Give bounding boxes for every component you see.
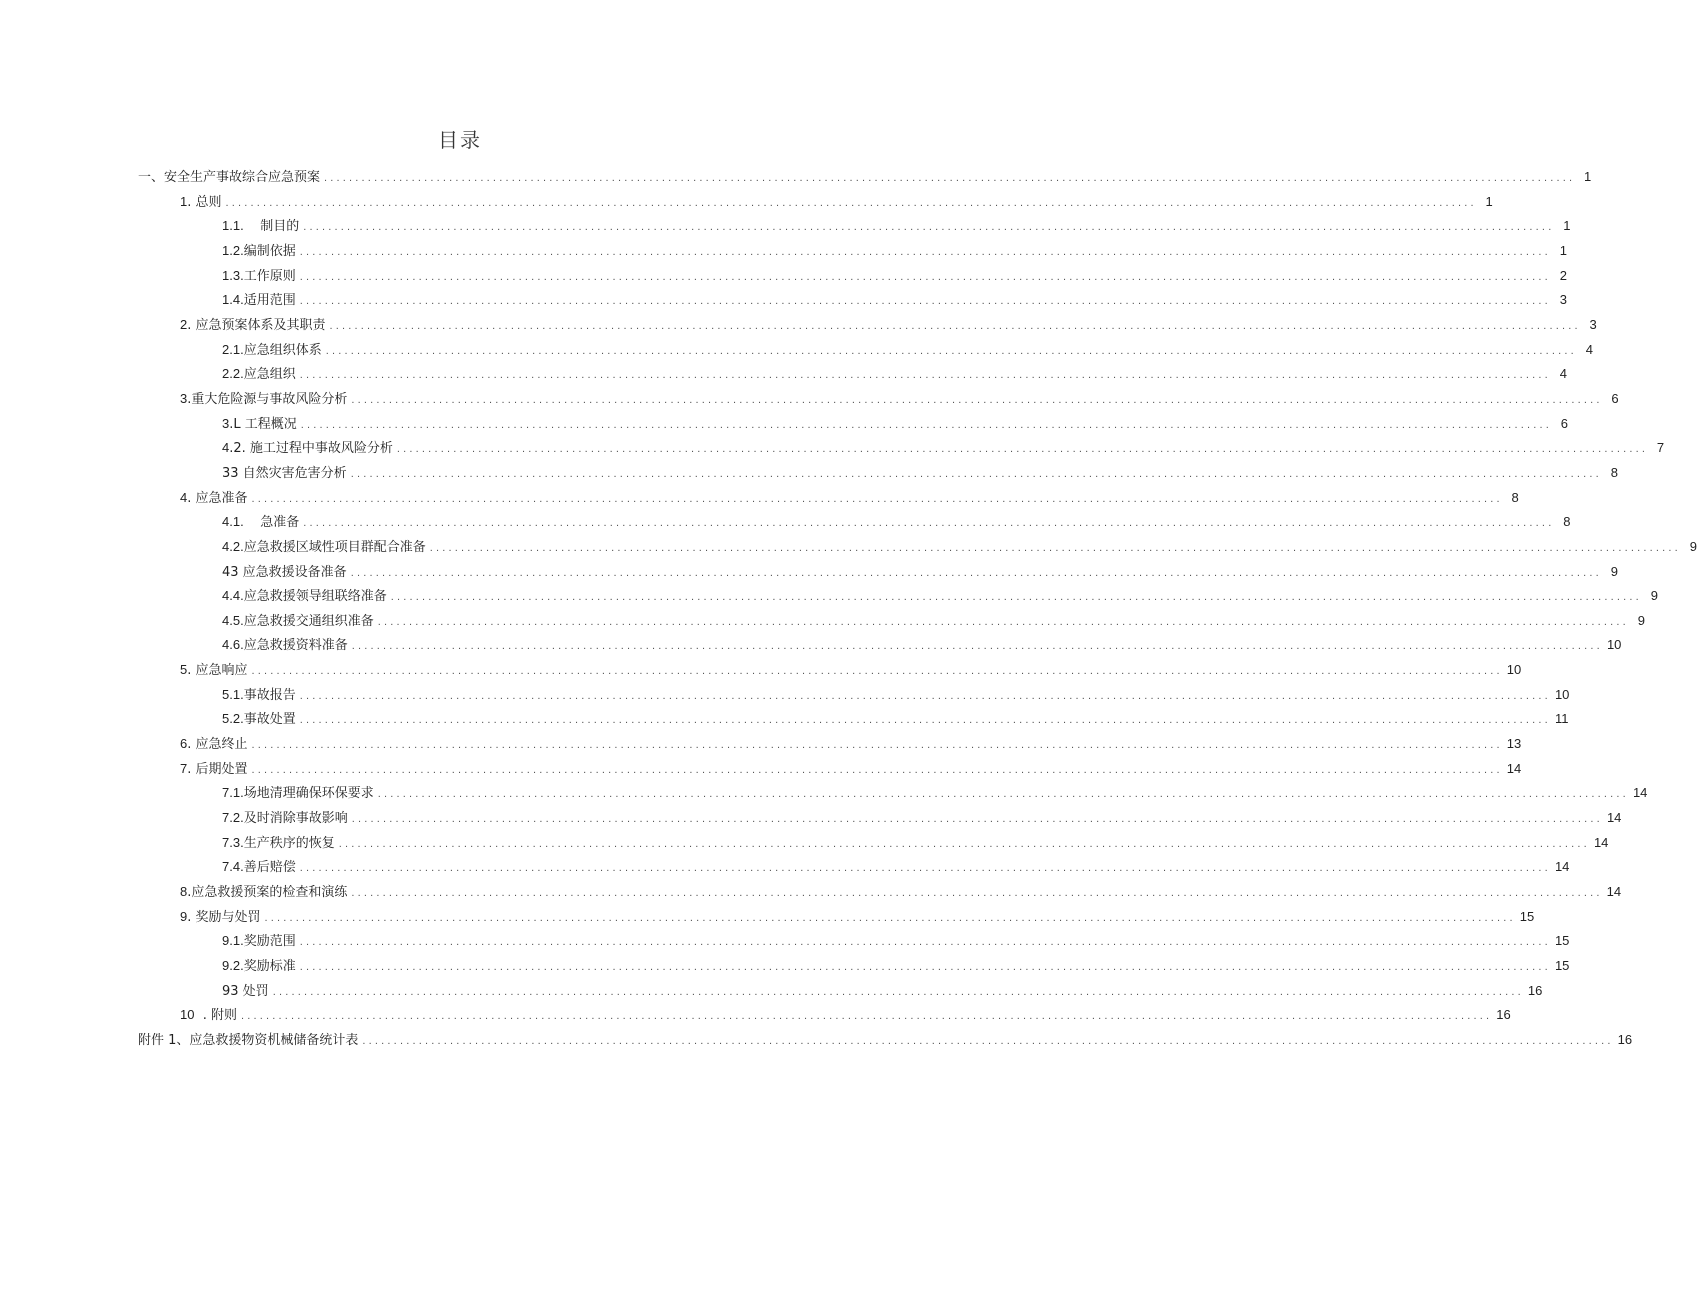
toc-entry-title: 奖励标准 — [243, 959, 296, 974]
toc-entry-page: 16 — [1617, 1031, 1633, 1047]
toc-entry-page: 11 — [1554, 711, 1569, 727]
toc-entry-title: 及时消除事故影响 — [243, 811, 348, 827]
toc-entry-number: 5 — [180, 662, 188, 678]
toc-entry-number: 9.1. — [222, 933, 244, 949]
dot-leader: ........................................................................................................................................................................................................ — [350, 467, 1602, 480]
toc-entry-number: 7.3. — [222, 834, 244, 850]
toc-entry-page: 8 — [1563, 514, 1571, 530]
toc-entry-title: 43 应急救援设备准备 — [222, 564, 347, 580]
toc-entry-page: 4 — [1585, 341, 1593, 357]
toc-entry-page: 14 — [1606, 884, 1622, 900]
toc-entry-title: . 应急准备 — [187, 490, 248, 506]
toc-entry-page: 16 — [1527, 982, 1543, 998]
dot-leader: ........................................................................................................................................................................................................ — [300, 418, 1552, 431]
toc-entry[interactable] — [138, 1029, 1633, 1054]
dot-leader: ........................................................................................................................................................................................................ — [299, 862, 1551, 875]
toc-entry-page: 14 — [1606, 810, 1622, 826]
toc-entry-title: 场地清理确保环保要求 — [243, 786, 374, 802]
toc-entry-title: 附件 1、应急救援物资机械储备统计表 — [138, 1032, 359, 1048]
toc-entry-title: 善后赔偿 — [243, 860, 296, 876]
dot-leader: ........................................................................................................................................................................................................ — [303, 517, 1555, 530]
toc-entry-title: 生产秩序的恢复 — [243, 835, 335, 851]
toc-entry[interactable] — [138, 536, 1697, 561]
dot-leader: ........................................................................................................................................................................................................ — [299, 245, 1551, 258]
toc-entry[interactable] — [138, 733, 1522, 758]
toc-entry-title: 应急组织 — [243, 367, 296, 383]
toc-entry-title: 应急救援区域性项目群配合准备 — [243, 539, 426, 555]
toc-entry-title: .L 工程概况 — [229, 416, 297, 432]
toc-entry[interactable] — [138, 413, 1568, 438]
toc-entry-page: 1 — [1485, 193, 1493, 209]
toc-entry-number: 2.1. — [222, 341, 244, 357]
dot-leader: ........................................................................................................................................................................................................ — [429, 541, 1681, 554]
toc-entry-number: 2.2. — [222, 366, 244, 382]
toc-entry-page: 15 — [1519, 908, 1535, 924]
toc-entry-number: 7.4. — [222, 859, 244, 875]
dot-leader: ........................................................................................................................................................................................................ — [264, 911, 1516, 924]
dot-leader: ........................................................................................................................................................................................................ — [299, 295, 1551, 308]
dot-leader: ........................................................................................................................................................................................................ — [329, 319, 1581, 332]
toc-entry-page: 10 — [1506, 662, 1522, 678]
toc-entry-number: 4.2. — [222, 538, 244, 554]
dot-leader: ........................................................................................................................................................................................................ — [241, 1010, 1493, 1023]
dot-leader: ........................................................................................................................................................................................................ — [251, 739, 1503, 752]
toc-entry-page: 4 — [1559, 366, 1567, 382]
toc-entry-number: 7.1. — [222, 785, 244, 801]
toc-entry-number: 1 — [180, 193, 188, 209]
dot-leader: ........................................................................................................................................................................................................ — [324, 172, 1576, 184]
toc-entry[interactable] — [138, 191, 1493, 216]
toc-title: 目录 — [438, 128, 482, 152]
toc-entry-page: 14 — [1632, 785, 1648, 801]
dot-leader: ........................................................................................................................................................................................................ — [272, 985, 1524, 998]
toc-entry-number: 7.2. — [222, 810, 244, 826]
toc-entry-page: 6 — [1611, 390, 1619, 406]
dot-leader: ........................................................................................................................................................................................................ — [390, 591, 1642, 604]
dot-leader: ........................................................................................................................................................................................................ — [325, 344, 1577, 357]
toc-entry-title: 应急救援资料准备 — [243, 638, 348, 654]
toc-entry[interactable] — [138, 610, 1645, 635]
toc-entry-number: 4.5. — [222, 612, 244, 628]
toc-entry-page: 7 — [1656, 440, 1665, 456]
toc-entry[interactable] — [138, 462, 1618, 487]
toc-entry[interactable] — [138, 363, 1567, 388]
toc-entry-title: 33 自然灾害危害分析 — [222, 465, 347, 481]
toc-entry[interactable] — [138, 980, 1543, 1005]
dot-leader: ........................................................................................................................................................................................................ — [299, 270, 1551, 283]
toc-entry-number: 10 — [180, 1007, 195, 1023]
toc-entry-title: 一、安全生产事故综合应急预案 — [138, 170, 321, 185]
dot-leader: ........................................................................................................................................................................................................ — [377, 615, 1629, 628]
dot-leader: ........................................................................................................................................................................................................ — [351, 813, 1603, 826]
dot-leader: ........................................................................................................................................................................................................ — [351, 887, 1603, 900]
toc-entry-title: . 附则 — [194, 1008, 237, 1024]
dot-leader: ........................................................................................................................................................................................................ — [251, 763, 1503, 776]
toc-entry[interactable] — [138, 906, 1535, 931]
toc-entry-title: 事故处置 — [243, 712, 296, 728]
toc-entry[interactable] — [138, 955, 1570, 980]
toc-entry-title: 93 处罚 — [222, 983, 269, 999]
toc-entry-title: . 总则 — [187, 194, 222, 210]
toc-entry[interactable] — [138, 215, 1571, 240]
toc-entry-page: 16 — [1496, 1007, 1511, 1023]
toc-entry-number: 1.2. — [222, 242, 244, 258]
toc-entry-number: 9 — [180, 908, 188, 924]
toc-entry[interactable] — [138, 1004, 1511, 1029]
dot-leader: ........................................................................................................................................................................................................ — [251, 665, 1503, 678]
toc-entry-title: 制目的 — [243, 219, 300, 235]
dot-leader: ........................................................................................................................................................................................................ — [396, 443, 1649, 456]
toc-entry-number: 4 — [222, 440, 230, 456]
dot-leader: ........................................................................................................................................................................................................ — [251, 492, 1503, 505]
toc-entry[interactable] — [138, 881, 1622, 906]
toc-entry-title: .应急救援预案的检查和演练 — [187, 885, 348, 901]
dot-leader: ........................................................................................................................................................................................................ — [299, 369, 1551, 382]
toc-entry[interactable] — [138, 314, 1597, 339]
toc-entry-page: 15 — [1554, 933, 1570, 949]
toc-entry-page: 9 — [1637, 612, 1645, 628]
toc-entry-page: 2 — [1559, 267, 1567, 283]
toc-entry[interactable] — [138, 561, 1618, 586]
toc-entry-page: 9 — [1689, 538, 1697, 554]
toc-entry[interactable] — [138, 832, 1609, 857]
toc-entry-title: 应急组织体系 — [243, 342, 322, 358]
toc-entry-number: 3 — [222, 415, 230, 431]
toc-entry-page: 15 — [1554, 958, 1570, 973]
toc-entry-number: 7 — [180, 760, 188, 776]
toc-entry-title: 急准备 — [243, 515, 300, 531]
toc-entry-title: . 奖励与处罚 — [187, 909, 261, 925]
toc-entry-number: 5.1. — [222, 686, 244, 702]
dot-leader: ........................................................................................................................................................................................................ — [377, 788, 1629, 801]
dot-leader: ........................................................................................................................................................................................................ — [225, 196, 1477, 209]
toc-entry-number: 2 — [180, 316, 188, 332]
toc-entry-page: 9 — [1650, 588, 1658, 604]
table-of-contents — [138, 166, 1697, 1054]
dot-leader: ........................................................................................................................................................................................................ — [299, 961, 1551, 973]
toc-entry[interactable] — [138, 585, 1658, 610]
toc-entry[interactable] — [138, 684, 1570, 709]
toc-entry-number: 1.3. — [222, 267, 244, 283]
dot-leader: ........................................................................................................................................................................................................ — [299, 689, 1551, 702]
dot-leader: ........................................................................................................................................................................................................ — [351, 640, 1603, 653]
dot-leader: ........................................................................................................................................................................................................ — [299, 936, 1551, 949]
toc-entry-number: 6 — [180, 736, 188, 752]
toc-entry[interactable] — [138, 511, 1571, 536]
toc-entry-number: 4.6. — [222, 637, 244, 653]
toc-entry-page: 3 — [1559, 292, 1567, 308]
toc-entry[interactable] — [138, 807, 1622, 832]
toc-entry-number: 5.2. — [222, 711, 244, 727]
toc-entry-title: 适用范围 — [243, 293, 296, 309]
toc-entry[interactable] — [138, 782, 1648, 807]
toc-entry[interactable] — [138, 289, 1567, 314]
toc-entry-title: . 应急终止 — [187, 737, 248, 753]
toc-entry[interactable] — [138, 856, 1570, 881]
toc-entry-page: 10 — [1606, 637, 1622, 653]
toc-entry[interactable] — [138, 659, 1522, 684]
toc-entry-number: 1.4. — [222, 292, 244, 308]
toc-entry[interactable] — [138, 437, 1665, 462]
toc-entry-page: 13 — [1506, 736, 1522, 752]
toc-entry-title: 奖励范围 — [243, 934, 296, 950]
toc-entry-page: 9 — [1610, 563, 1618, 579]
toc-entry-page: 8 — [1610, 464, 1618, 480]
toc-entry-number: 4.1. — [222, 514, 244, 530]
dot-leader: ........................................................................................................................................................................................................ — [350, 566, 1602, 579]
toc-entry-number: 4.4. — [222, 588, 244, 604]
toc-entry[interactable] — [138, 487, 1519, 512]
dot-leader: ........................................................................................................................................................................................................ — [351, 393, 1603, 406]
toc-entry[interactable] — [138, 240, 1567, 265]
toc-entry-page: 1 — [1559, 242, 1567, 258]
toc-entry-page: 14 — [1593, 834, 1609, 850]
toc-entry[interactable] — [138, 166, 1592, 191]
toc-entry-page: 10 — [1554, 686, 1570, 702]
toc-entry-page: 6 — [1560, 415, 1568, 431]
toc-entry-number: 9.2. — [222, 958, 244, 973]
toc-entry-number: 4 — [180, 489, 188, 505]
toc-entry-title: . 应急预案体系及其职责 — [187, 317, 326, 333]
toc-entry-title: 工作原则 — [243, 268, 296, 284]
toc-entry-title: .2. 施工过程中事故风险分析 — [229, 441, 393, 457]
toc-entry-page: 1 — [1563, 218, 1571, 234]
toc-entry[interactable] — [138, 265, 1567, 290]
toc-entry-title: . 应急响应 — [187, 663, 248, 679]
toc-entry-title: 应急救援交通组织准备 — [243, 613, 374, 629]
toc-entry-number: 8 — [180, 884, 188, 900]
toc-entry-title: 事故报告 — [243, 687, 296, 703]
dot-leader: ........................................................................................................................................................................................................ — [338, 837, 1590, 850]
toc-entry[interactable] — [138, 339, 1593, 364]
dot-leader: ........................................................................................................................................................................................................ — [299, 714, 1551, 727]
toc-entry-page: 3 — [1589, 316, 1597, 332]
toc-entry[interactable] — [138, 758, 1522, 783]
toc-entry[interactable] — [138, 634, 1622, 659]
toc-entry[interactable] — [138, 930, 1570, 955]
toc-entry-page: 14 — [1554, 859, 1570, 875]
toc-entry[interactable] — [138, 708, 1569, 733]
toc-entry-number: 1.1. — [222, 218, 244, 234]
toc-entry-page: 8 — [1511, 489, 1519, 505]
toc-entry-number: 3 — [180, 390, 188, 406]
toc-entry-page: 14 — [1506, 760, 1522, 776]
toc-entry-title: . 后期处置 — [187, 761, 248, 777]
toc-entry-title: 编制依据 — [243, 243, 296, 259]
toc-entry-title: 应急救援领导组联络准备 — [243, 589, 387, 605]
toc-entry-title: .重大危险源与事故风险分析 — [187, 391, 348, 407]
dot-leader: ........................................................................................................................................................................................................ — [303, 221, 1555, 234]
toc-entry[interactable] — [138, 388, 1619, 413]
toc-entry-page: 1 — [1584, 169, 1592, 184]
dot-leader: ........................................................................................................................................................................................................ — [362, 1034, 1614, 1047]
